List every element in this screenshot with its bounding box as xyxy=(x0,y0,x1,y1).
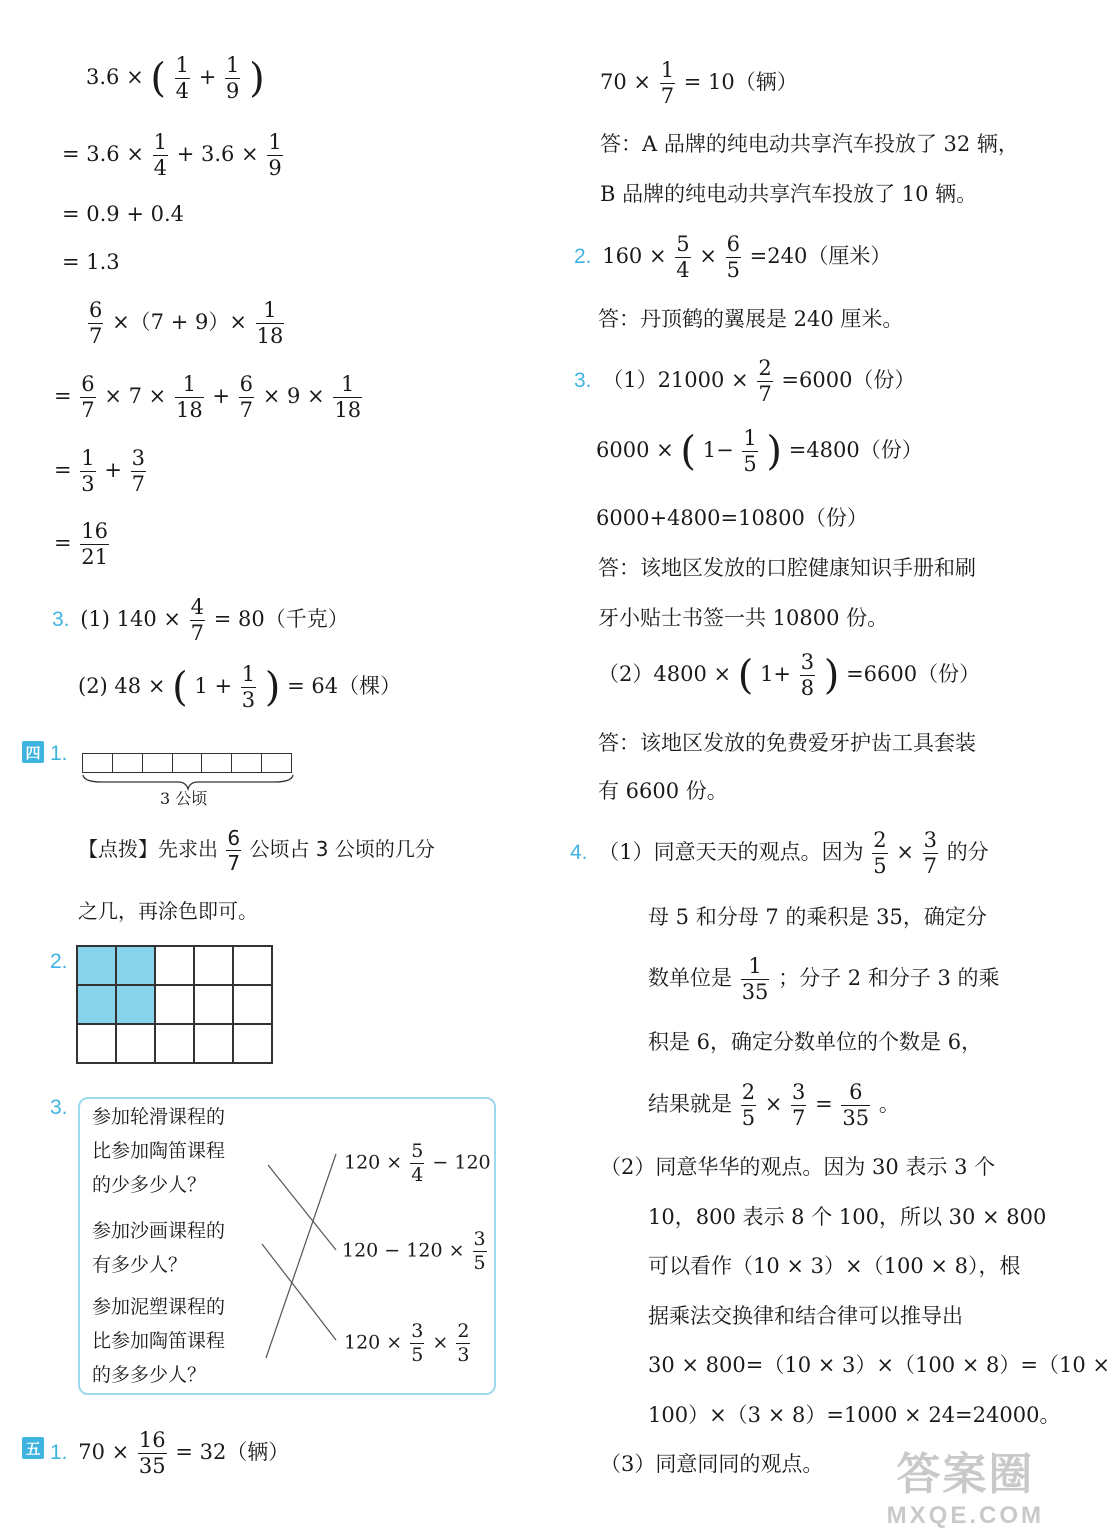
fraction xyxy=(456,1322,470,1365)
match-line xyxy=(268,1165,336,1250)
question-line: 参加泥塑课程的 xyxy=(92,1296,226,1318)
right-q4-p1-line5 xyxy=(648,1082,900,1129)
numerator: 2 xyxy=(457,1320,470,1342)
hint-line2: 之几，再涂色即可。 xyxy=(78,899,258,923)
numerator: 2 xyxy=(741,1080,756,1104)
fraction xyxy=(742,428,757,475)
close-paren: ) xyxy=(766,428,783,475)
denominator: 9 xyxy=(226,79,240,103)
denominator: 18 xyxy=(175,398,203,422)
right-top-line1 xyxy=(600,60,798,107)
numerator: 1 xyxy=(226,53,240,77)
fraction xyxy=(923,830,938,877)
expr-text: − 120 xyxy=(432,1151,491,1174)
close-paren: ) xyxy=(249,55,265,102)
numerator: 1 xyxy=(182,372,196,396)
question-number: 1. xyxy=(50,742,68,765)
question-line: 的多多少人？ xyxy=(92,1364,207,1386)
right-top-answer1: 答：A 品牌的纯电动共享汽车投放了 32 辆， xyxy=(600,132,1019,156)
expr-text: （2）4800 × xyxy=(598,662,732,686)
section-badge-4: 四 xyxy=(22,741,44,763)
expr-text: 3.6 × xyxy=(86,65,144,89)
open-paren: ( xyxy=(150,55,166,102)
strip-label: 3 公顷 xyxy=(160,789,208,808)
expr-text: ×（7 + 9）× xyxy=(112,310,247,334)
right-q3-line4 xyxy=(598,652,980,699)
numerator: 16 xyxy=(138,1428,166,1452)
numerator: 6 xyxy=(227,826,241,850)
numerator: 1 xyxy=(153,130,168,154)
fraction xyxy=(138,1430,167,1477)
denominator: 4 xyxy=(153,156,168,180)
numerator: 1 xyxy=(175,53,190,77)
match-expr-1 xyxy=(344,1142,491,1185)
expr-text: = 3.6 × xyxy=(62,142,144,166)
expr-text: 70 × xyxy=(600,70,651,94)
sec5-q1 xyxy=(50,1430,289,1477)
fraction xyxy=(791,1082,806,1129)
question-number: 3. xyxy=(574,369,592,392)
fraction xyxy=(872,830,887,877)
fraction xyxy=(410,1322,424,1365)
fraction xyxy=(741,956,770,1003)
answer-text: 结果就是 xyxy=(648,1092,732,1116)
open-paren: ( xyxy=(172,664,188,711)
denominator: 5 xyxy=(473,1252,486,1274)
expr-text: 1 + xyxy=(194,674,233,698)
denominator: 7 xyxy=(792,1106,806,1130)
question-number: 2. xyxy=(50,950,68,973)
fraction xyxy=(410,1142,424,1185)
expr-text: =4800（份） xyxy=(788,438,923,462)
denominator: 7 xyxy=(81,398,95,422)
fraction xyxy=(841,1082,870,1129)
expr-text: 120 × xyxy=(344,1151,403,1174)
denominator: 35 xyxy=(842,1106,870,1130)
numerator: 3 xyxy=(411,1320,424,1342)
fraction xyxy=(800,652,815,699)
numerator: 3 xyxy=(792,1080,806,1104)
question-line: 的少多少人？ xyxy=(92,1174,207,1196)
calc1-line3: = 0.9 + 0.4 xyxy=(62,202,185,226)
expr-text: (2) 48 × xyxy=(78,674,166,698)
numerator: 1 xyxy=(660,58,675,82)
denominator: 7 xyxy=(758,382,772,406)
watermark-logo xyxy=(887,1438,1044,1530)
question-line: 比参加陶笛课程 xyxy=(92,1140,226,1162)
question-number: 3. xyxy=(52,608,70,631)
expr-text: 70 × xyxy=(78,1440,130,1464)
expr-text: (1) 140 × xyxy=(80,607,181,631)
numerator: 2 xyxy=(758,356,772,380)
question-number: 2. xyxy=(574,245,592,268)
numerator: 1 xyxy=(743,426,757,450)
numerator: 6 xyxy=(726,232,740,256)
question-line: 比参加陶笛课程 xyxy=(92,1330,226,1352)
numerator: 3 xyxy=(923,828,937,852)
fraction xyxy=(473,1230,487,1273)
denominator: 7 xyxy=(131,472,146,496)
denominator: 3 xyxy=(457,1344,470,1366)
expr-text: 120 × xyxy=(344,1331,403,1354)
operator: × xyxy=(896,840,914,864)
denominator: 8 xyxy=(800,676,815,700)
numerator: 6 xyxy=(89,298,103,322)
denominator: 18 xyxy=(256,324,284,348)
calc1-line4: = 1.3 xyxy=(62,250,120,274)
expr-text: 1+ xyxy=(760,662,792,686)
right-q3-answer2: 牙小贴士书签一共 10800 份。 xyxy=(598,606,889,630)
watermark-text: 答案圈 xyxy=(896,1450,1035,1499)
open-paren: ( xyxy=(737,652,754,699)
answer-text: ；分子 2 和分子 3 的乘 xyxy=(778,966,1000,990)
expr-text: = 32（辆） xyxy=(175,1440,290,1464)
section-badge-5: 五 xyxy=(22,1437,44,1459)
denominator: 5 xyxy=(873,854,887,878)
denominator: 18 xyxy=(334,398,362,422)
right-q2-answer: 答：丹顶鹤的翼展是 240 厘米。 xyxy=(598,307,904,331)
numerator: 16 xyxy=(81,519,109,543)
denominator: 7 xyxy=(239,398,254,422)
right-q3-answer4: 有 6600 份。 xyxy=(598,779,728,803)
expr-text: =240（厘米） xyxy=(749,244,892,268)
right-q4-p2-line5: 30 × 800=（10 × 3）×（100 × 8）=（10 × xyxy=(648,1353,1110,1377)
denominator: 3 xyxy=(81,472,95,496)
match-line xyxy=(262,1244,336,1340)
right-q4-p2-line3: 可以看作（10 × 3）×（100 × 8），根 xyxy=(648,1254,1021,1278)
denominator: 35 xyxy=(138,1454,166,1478)
right-q4-p1-line1 xyxy=(570,830,989,877)
numerator: 3 xyxy=(473,1228,486,1250)
numerator: 3 xyxy=(131,446,146,470)
right-q3-line1 xyxy=(574,358,915,405)
right-q4-p1-line2: 母 5 和分母 7 的乘积是 35，确定分 xyxy=(648,905,987,929)
numerator: 5 xyxy=(411,1140,424,1162)
equals: = xyxy=(815,1092,833,1116)
denominator: 5 xyxy=(741,1106,756,1130)
expr-text: × 9 × xyxy=(262,384,325,408)
fraction xyxy=(757,358,772,405)
numerator: 3 xyxy=(800,650,815,674)
question-number: 1. xyxy=(50,1441,68,1464)
numerator: 1 xyxy=(81,446,95,470)
expr-text: （1）21000 × xyxy=(602,368,749,392)
denominator: 4 xyxy=(411,1164,424,1186)
expr-text: × 7 × xyxy=(104,384,167,408)
expr-text: 120 − 120 × xyxy=(342,1239,465,1262)
right-q3-line3: 6000+4800=10800（份） xyxy=(596,506,868,530)
right-q4-p2-line2: 10，800 表示 8 个 100，所以 30 × 800 xyxy=(648,1205,1047,1229)
denominator: 5 xyxy=(726,258,740,282)
denominator: 5 xyxy=(743,452,757,476)
operator: + xyxy=(104,458,122,482)
question-line: 参加沙画课程的 xyxy=(92,1220,226,1242)
denominator: 21 xyxy=(81,545,109,569)
right-q4-p3: （3）同意同同的观点。 xyxy=(600,1452,824,1476)
numerator: 1 xyxy=(241,662,256,686)
fraction xyxy=(726,234,741,281)
hint-text: 公顷占 3 公顷的几分 xyxy=(249,837,435,861)
right-q3-line2 xyxy=(596,428,923,475)
question-number: 4. xyxy=(570,841,588,864)
denominator: 3 xyxy=(241,688,256,712)
operator: + xyxy=(198,65,217,89)
expr-text: 6000 × xyxy=(596,438,674,462)
denominator: 4 xyxy=(676,258,690,282)
denominator: 7 xyxy=(227,851,241,875)
watermark-url: MXQE.COM xyxy=(886,1502,1044,1529)
denominator: 4 xyxy=(175,79,190,103)
expr-text: 1− xyxy=(702,438,734,462)
denominator: 7 xyxy=(89,324,103,348)
right-q4-p2-line4: 据乘法交换律和结合律可以推导出 xyxy=(648,1304,963,1328)
equals: = xyxy=(54,458,72,482)
answer-text: 。 xyxy=(878,1092,900,1116)
denominator: 7 xyxy=(190,621,205,645)
fraction xyxy=(741,1082,756,1129)
hint-text: 【点拨】先求出 xyxy=(78,837,218,861)
equals: = xyxy=(54,384,72,408)
open-paren: ( xyxy=(680,428,697,475)
numerator: 1 xyxy=(341,372,355,396)
numerator: 1 xyxy=(748,954,762,978)
equals: = xyxy=(54,531,72,555)
operator: + xyxy=(212,384,230,408)
denominator: 7 xyxy=(923,854,937,878)
right-q4-p1-line3 xyxy=(648,956,1000,1003)
fraction xyxy=(660,60,675,107)
denominator: 7 xyxy=(660,84,675,108)
operator: × xyxy=(764,1092,783,1116)
right-q4-p2-line1: （2）同意华华的观点。因为 30 表示 3 个 xyxy=(600,1155,996,1179)
operator: × xyxy=(699,244,717,268)
expr-text: = 64（棵） xyxy=(287,674,402,698)
expr-text: = 10（辆） xyxy=(683,70,798,94)
right-q3-answer3: 答：该地区发放的免费爱牙护齿工具套装 xyxy=(598,731,976,755)
answer-text: （1）同意天天的观点。因为 xyxy=(598,840,864,864)
match-line xyxy=(266,1154,336,1358)
numerator: 6 xyxy=(239,372,254,396)
match-expr-3 xyxy=(344,1322,472,1365)
right-q2 xyxy=(574,234,891,281)
numerator: 6 xyxy=(849,1080,863,1104)
answer-text: 数单位是 xyxy=(648,966,732,990)
numerator: 5 xyxy=(676,232,690,256)
match-expr-2 xyxy=(342,1230,489,1273)
right-top-answer2: B 品牌的纯电动共享汽车投放了 10 辆。 xyxy=(600,182,978,206)
answer-text: 的分 xyxy=(946,840,989,864)
question-number: 3. xyxy=(50,1096,68,1119)
numerator: 4 xyxy=(190,595,205,619)
denominator: 5 xyxy=(411,1344,424,1366)
close-paren: ) xyxy=(823,652,840,699)
expr-text: = 80（千克） xyxy=(213,607,349,631)
question-line: 有多少人？ xyxy=(92,1254,188,1276)
question-line: 参加轮滑课程的 xyxy=(92,1106,226,1128)
numerator: 2 xyxy=(873,828,887,852)
numerator: 6 xyxy=(81,372,95,396)
right-q3-answer1: 答：该地区发放的口腔健康知识手册和刷 xyxy=(598,556,976,580)
numerator: 1 xyxy=(268,130,282,154)
denominator: 35 xyxy=(741,980,769,1004)
right-q4-p2-line6: 100）×（3 × 8）=1000 × 24=24000。 xyxy=(648,1403,1061,1427)
denominator: 9 xyxy=(268,156,282,180)
expr-text: =6600（份） xyxy=(846,662,981,686)
numerator: 1 xyxy=(263,298,277,322)
fraction xyxy=(675,234,690,281)
expr-text: 160 × xyxy=(602,244,667,268)
close-paren: ) xyxy=(264,664,281,711)
expr-text: + 3.6 × xyxy=(176,142,259,166)
right-q4-p1-line4: 积是 6，确定分数单位的个数是 6， xyxy=(648,1030,983,1054)
expr-text: =6000（份） xyxy=(781,368,916,392)
operator: × xyxy=(432,1331,449,1354)
